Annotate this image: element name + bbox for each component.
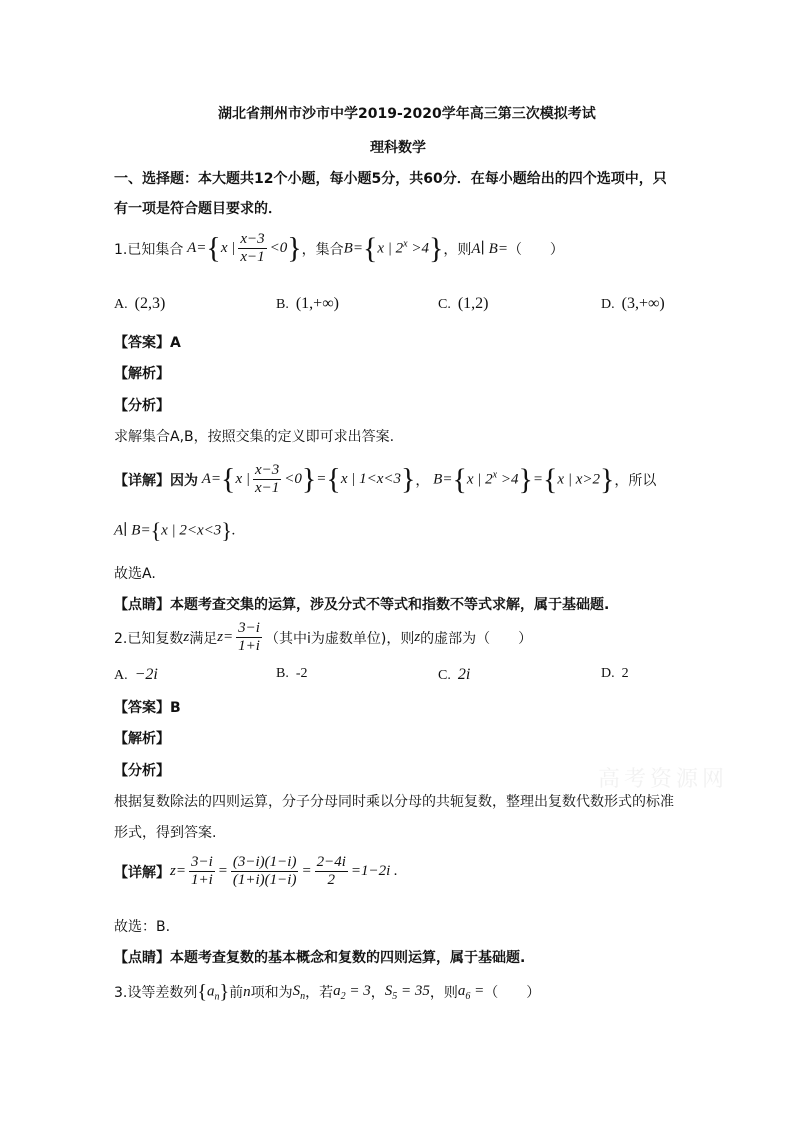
q2-comment: 【点睛】本题考查复数的基本概念和复数的四则运算，属于基础题.: [114, 950, 526, 966]
q1-result: A∣ B={x | 2<x<3}.: [114, 518, 236, 543]
q2-paren: （其中i为虚数单位)，则: [264, 630, 415, 647]
q3-seq: $\{a_n\}$: [197, 981, 230, 1003]
q2-answer: 【答案】B: [114, 700, 181, 716]
q2-mid: 满足: [189, 630, 218, 647]
q1-set-b: B={x | $2^x >4$}: [343, 231, 444, 265]
q1-comment: 【点睛】本题考查交集的运算，涉及分式不等式和指数不等式求解，属于基础题.: [114, 597, 610, 613]
q1-detail-b: B={x | $2^x >4\}=\{x$ | x>2}: [429, 462, 615, 496]
q2-detail: [114, 854, 398, 889]
q1-prefix: 1.已知集合: [114, 241, 184, 258]
q3-a2: $a_2 = 3$: [333, 982, 371, 1002]
question-2: [114, 620, 532, 655]
q2-var-z: z: [183, 629, 190, 645]
q1-analysis: 求解集合A,B，按照交集的定义即可求出答案.: [114, 429, 395, 445]
section-heading-line1: 一、选择题：本大题共12个小题，每小题5分，共60分．在每小题给出的四个选项中，只: [114, 171, 667, 187]
q1-fenxi: 【分析】: [114, 398, 170, 414]
q2-detail-label: 【详解】: [114, 864, 170, 881]
q1-option-b: B. (1,+∞): [276, 295, 339, 312]
section-heading-line2: 有一项是符合题目要求的．: [114, 201, 282, 217]
q2-option-a: A. −2i: [114, 666, 158, 683]
q1-option-d: D. (3,+∞): [601, 295, 665, 312]
q1-detail-a: A={x | $\frac{x-3}{x-1}$ <0}={x | 1<x<3}: [198, 462, 416, 496]
q3-prefix: 3.设等差数列: [114, 985, 198, 1002]
q2-option-c: C. 2i: [438, 666, 471, 683]
q2-choose: 故选：B.: [114, 919, 171, 935]
q2-end: 的虚部为（ ）: [420, 630, 533, 647]
q3-a6: $a_6$ =: [457, 982, 485, 1002]
q2-analysis-line1: 根据复数除法的四则运算，分子分母同时乘以分母的共轭复数，整理出复数代数形式的标准: [114, 794, 674, 810]
subject-title: 理科数学: [370, 140, 426, 156]
q1-expr: A∣ B=: [471, 241, 508, 257]
q3-mid: 前: [229, 985, 244, 1002]
q2-option-d: D. 2: [601, 666, 629, 681]
q1-option-a: A. (2,3): [114, 295, 166, 312]
q3-var-n: n: [243, 983, 251, 1000]
q1-answer: 【答案】A: [114, 335, 181, 351]
q1-tail: ，则: [443, 241, 472, 258]
q2-analysis-line2: 形式，得到答案.: [114, 825, 217, 841]
q2-var-z2: z: [414, 629, 421, 645]
q1-detail-end: ，所以: [614, 472, 657, 489]
watermark: 高考资源网: [598, 767, 729, 792]
q3-mid4: ，: [370, 985, 385, 1002]
q2-jiexi: 【解析】: [114, 731, 170, 747]
q2-prefix: 2.已知复数: [114, 630, 184, 647]
q1-detail-label: 【详解】因为: [114, 472, 198, 489]
q2-detail-formula: z= $\frac{3-i}{1+i}$ = $\frac{(3-i)(1-i)}{(1+i)(1-i)}$ = $\frac{2-4i}{2}$ =1−2i .: [170, 854, 398, 888]
q2-option-b: B. -2: [276, 666, 308, 681]
question-1: [114, 231, 564, 266]
q3-var-sn: $S_n$: [292, 982, 306, 1002]
q3-mid3: ，若: [305, 985, 334, 1002]
question-3: [114, 982, 540, 1002]
q1-detail: [114, 462, 656, 497]
q1-jiexi: 【解析】: [114, 366, 170, 382]
q1-choose: 故选A.: [114, 566, 156, 582]
q1-detail-mid: ，: [415, 472, 430, 489]
page-title: 湖北省荆州市沙市中学2019-2020学年高三第三次模拟考试: [218, 106, 596, 122]
q1-end: （ ）: [507, 241, 564, 258]
q1-option-c: C. (1,2): [438, 295, 489, 312]
q3-s5: $S_5 = 35$: [384, 982, 430, 1002]
q2-fenxi: 【分析】: [114, 763, 170, 779]
q3-mid5: ，则: [429, 985, 458, 1002]
q3-end: （ ）: [484, 985, 541, 1002]
q3-mid2: 项和为: [250, 985, 293, 1002]
q1-set-a: A={x | $\frac{x-3}{x-1}$ <0}: [183, 231, 302, 265]
q1-mid: ，集合: [301, 241, 344, 258]
q2-formula: z= $\frac{3-i}{1+i}$: [217, 620, 260, 654]
